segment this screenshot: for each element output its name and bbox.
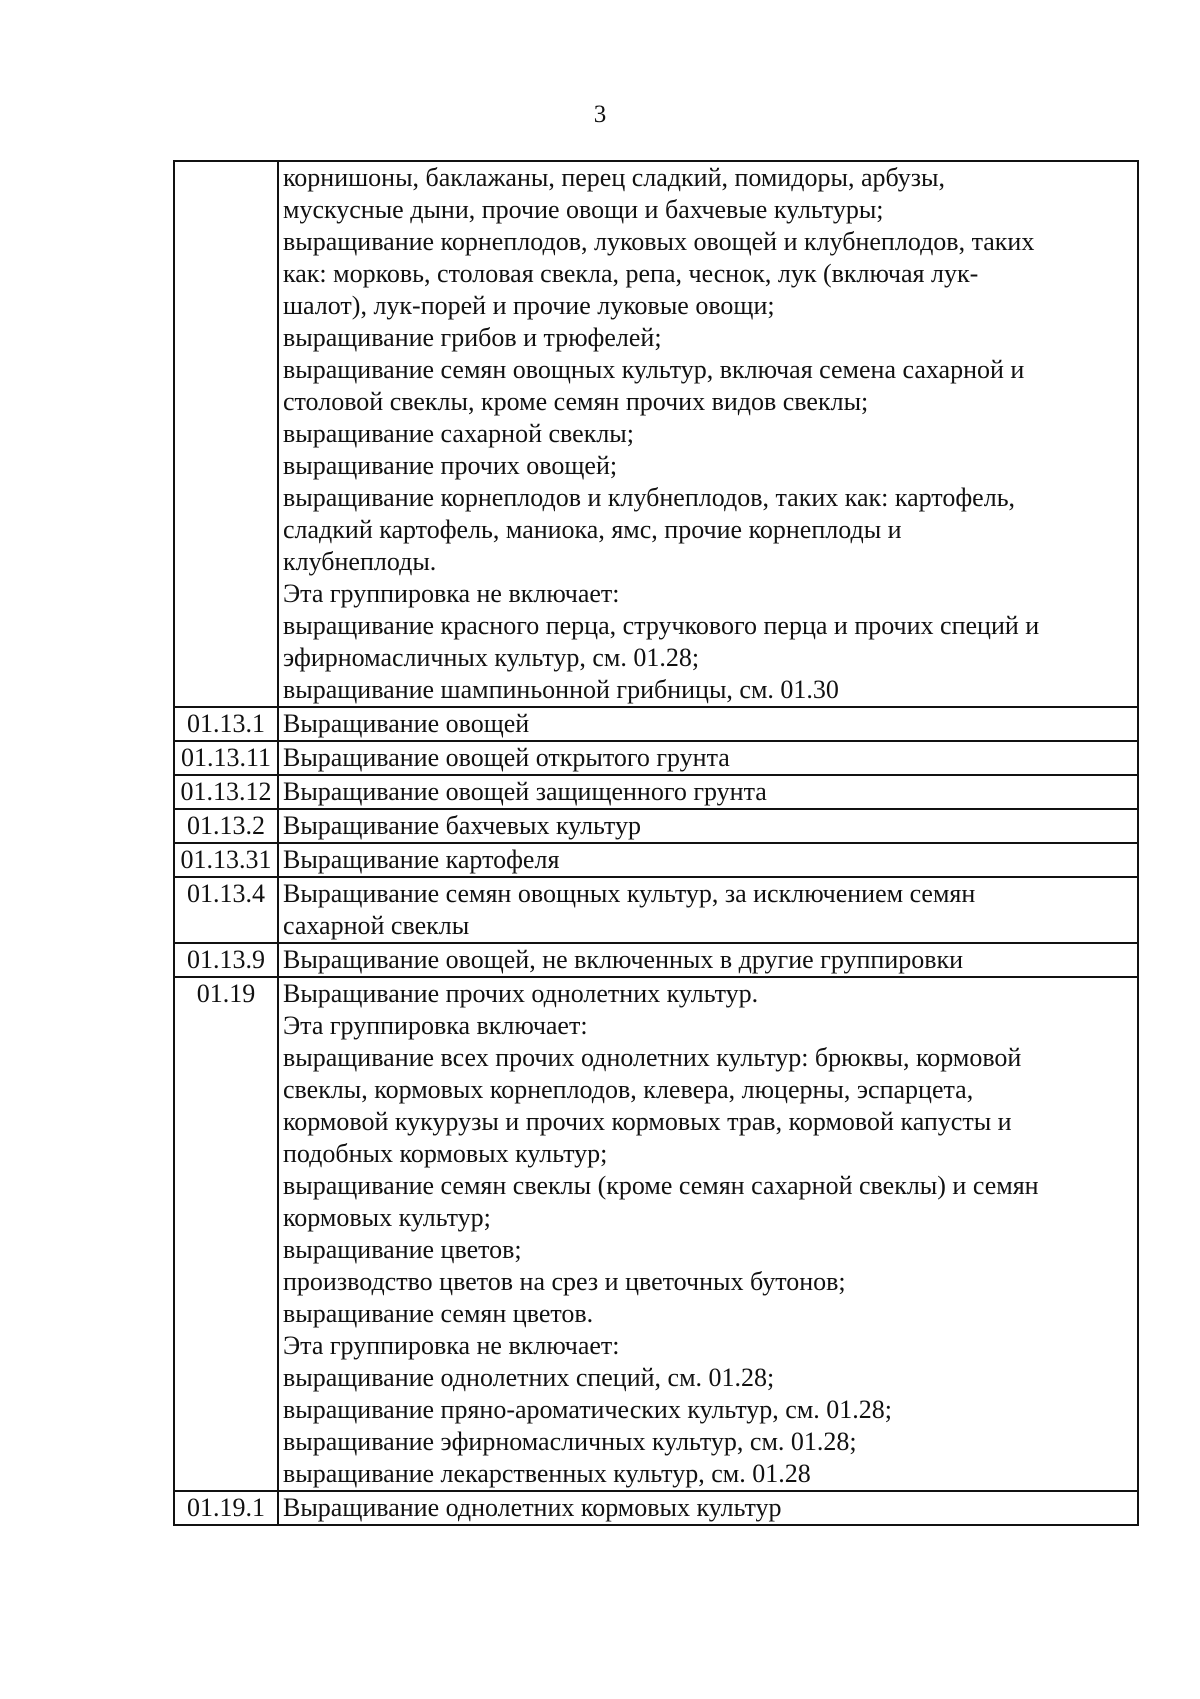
- table-row: [174, 741, 1138, 775]
- description-line: Выращивание семян овощных культур, за исключением семян: [283, 879, 976, 908]
- description-line: Выращивание бахчевых культур: [283, 811, 641, 840]
- description-line: выращивание корнеплодов, луковых овощей и клубнеплодов, таких: [283, 227, 1035, 256]
- classification-code: 01.13.9: [174, 943, 278, 977]
- classification-code: 01.13.1: [174, 707, 278, 741]
- description-line: Выращивание овощей: [283, 709, 530, 738]
- table-row: [174, 843, 1138, 877]
- description-line: Выращивание картофеля: [283, 845, 560, 874]
- description-line: Эта группировка не включает:: [283, 1331, 620, 1360]
- description-line: корнишоны, баклажаны, перец сладкий, помидоры, арбузы,: [283, 163, 945, 192]
- table-row: [174, 809, 1138, 843]
- description-line: сладкий картофель, маниока, ямс, прочие корнеплоды и: [283, 515, 902, 544]
- classification-description: [278, 943, 1138, 977]
- description-line: выращивание семян свеклы (кроме семян сахарной свеклы) и семян: [283, 1171, 1039, 1200]
- classification-code: 01.13.11: [174, 741, 278, 775]
- description-line: свеклы, кормовых корнеплодов, клевера, люцерны, эспарцета,: [283, 1075, 974, 1104]
- description-line: подобных кормовых культур;: [283, 1139, 608, 1168]
- page-number: 3: [593, 101, 607, 128]
- table-body: [174, 161, 1138, 1525]
- description-line: Эта группировка включает:: [283, 1011, 588, 1040]
- description-line: эфирномасличных культур, см. 01.28;: [283, 643, 700, 672]
- description-line: производство цветов на срез и цветочных бутонов;: [283, 1267, 846, 1296]
- description-line: выращивание семян овощных культур, включая семена сахарной и: [283, 355, 1025, 384]
- classification-code: 01.13.12: [174, 775, 278, 809]
- description-line: Выращивание овощей защищенного грунта: [283, 777, 767, 806]
- description-line: шалот), лук-порей и прочие луковые овощи;: [283, 291, 775, 320]
- classification-code: 01.13.4: [174, 877, 278, 943]
- description-line: выращивание шампиньонной грибницы, см. 01.30: [283, 675, 839, 704]
- classification-description: [278, 977, 1138, 1491]
- table-row: [174, 877, 1138, 943]
- description-line: Выращивание однолетних кормовых культур: [283, 1493, 782, 1522]
- classification-code: 01.19: [174, 977, 278, 1491]
- description-line: выращивание пряно-ароматических культур, см. 01.28;: [283, 1395, 893, 1424]
- classification-description: [278, 741, 1138, 775]
- description-line: Эта группировка не включает:: [283, 579, 620, 608]
- description-line: сахарной свеклы: [283, 911, 470, 940]
- description-line: выращивание сахарной свеклы;: [283, 419, 634, 448]
- description-line: как: морковь, столовая свекла, репа, чеснок, лук (включая лук-: [283, 259, 979, 288]
- classification-code: [174, 161, 278, 707]
- classification-code: 01.19.1: [174, 1491, 278, 1525]
- description-line: выращивание эфирномасличных культур, см. 01.28;: [283, 1427, 857, 1456]
- classification-description: [278, 1491, 1138, 1525]
- classification-description: [278, 707, 1138, 741]
- description-line: выращивание всех прочих однолетних культур: брюквы, кормовой: [283, 1043, 1022, 1072]
- table-row: [174, 161, 1138, 707]
- description-line: Выращивание овощей открытого грунта: [283, 743, 730, 772]
- classification-description: [278, 877, 1138, 943]
- classification-table: [173, 160, 1139, 1526]
- classification-code: 01.13.2: [174, 809, 278, 843]
- classification-code: 01.13.31: [174, 843, 278, 877]
- description-line: кормовых культур;: [283, 1203, 491, 1232]
- classification-description: [278, 809, 1138, 843]
- description-line: выращивание прочих овощей;: [283, 451, 618, 480]
- description-line: Выращивание овощей, не включенных в другие группировки: [283, 945, 964, 974]
- description-line: выращивание грибов и трюфелей;: [283, 323, 662, 352]
- description-line: мускусные дыни, прочие овощи и бахчевые культуры;: [283, 195, 884, 224]
- description-line: столовой свеклы, кроме семян прочих видов свеклы;: [283, 387, 869, 416]
- description-line: выращивание красного перца, стручкового перца и прочих специй и: [283, 611, 1040, 640]
- description-line: выращивание лекарственных культур, см. 01.28: [283, 1459, 811, 1488]
- description-line: выращивание корнеплодов и клубнеплодов, таких как: картофель,: [283, 483, 1016, 512]
- description-line: выращивание семян цветов.: [283, 1299, 594, 1328]
- description-line: кормовой кукурузы и прочих кормовых трав, кормовой капусты и: [283, 1107, 1012, 1136]
- table-row: [174, 775, 1138, 809]
- classification-description: [278, 775, 1138, 809]
- table-row: [174, 977, 1138, 1491]
- description-line: клубнеплоды.: [283, 547, 437, 576]
- description-line: Выращивание прочих однолетних культур.: [283, 979, 759, 1008]
- table-row: [174, 707, 1138, 741]
- table-row: [174, 943, 1138, 977]
- classification-description: [278, 843, 1138, 877]
- description-line: выращивание цветов;: [283, 1235, 522, 1264]
- classification-description: [278, 161, 1138, 707]
- description-line: выращивание однолетних специй, см. 01.28;: [283, 1363, 775, 1392]
- table-row: [174, 1491, 1138, 1525]
